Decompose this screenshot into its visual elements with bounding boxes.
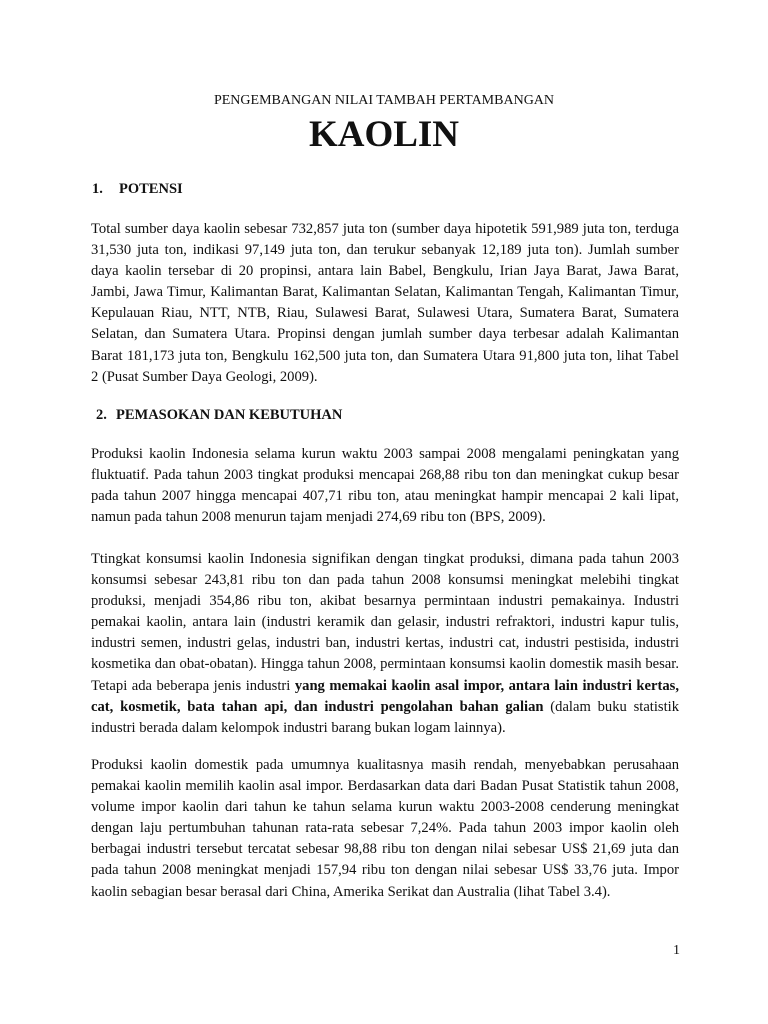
paragraph-impor: Produksi kaolin domestik pada umumnya kualitasnya masih rendah, menyebabkan perusahaan pemakai kaolin memilih kaolin asal impor. Berdasarkan data dari Badan Pusat Statistik tahun 2008, volume impor kaolin dari tahun ke tahun selama kurun waktu 2003-2008 cenderung meningkat dengan laju pertumbuhan tahunan rata-rata sebesar 7,24%. Pada tahun 2003 impor kaolin oleh berbagai industri tersebut tercatat sebesar 98,88 ribu ton dengan nilai sebesar US$ 21,69 juta dan pada tahun 2008 meningkat menjadi 157,94 ribu ton dengan nilai sebesar US$ 33,76 juta. Impor kaolin sebagian besar berasal dari China, Amerika Serikat dan Australia (lihat Tabel 3.4). — [91, 757, 679, 900]
section-heading-pemasokan — [96, 407, 342, 424]
document-title: KAOLIN — [308, 114, 460, 155]
section-title: PEMASOKAN DAN KEBUTUHAN — [116, 407, 343, 423]
paragraph-konsumsi-emphasis: yang memakai kaolin asal impor, antara lain industri kertas, cat, kosmetik, bata tahan api, dan industri pengolahan bahan galian — [91, 677, 679, 715]
section-number: 1. — [92, 181, 103, 197]
section-title: POTENSI — [119, 181, 183, 197]
section-number: 2. — [96, 407, 107, 423]
paragraph-konsumsi-text: Ttingkat konsumsi kaolin Indonesia signifikan dengan tingkat produksi, dimana pada tahun 2003 konsumsi sebesar 243,81 ribu ton dan pada tahun 2008 konsumsi meningkat melebihi tingkat produksi, menjadi 354,86 ribu ton, akibat besarnya permintaan industri pemakainya. Industri pemakai kaolin, antara lain (industri keramik dan gelasir, industri refraktori, industri kapur tulis, industri semen, industri gelas, industri ban, industri kertas, industri cat, industri pestisida, industri kosmetika dan obat-obatan). Hingga tahun 2008, permintaan konsumsi kaolin domestik masih besar. Tetapi ada beberapa jenis industri — [91, 551, 679, 694]
paragraph-potensi: Total sumber daya kaolin sebesar 732,857 juta ton (sumber daya hipotetik 591,989 juta ton, terduga 31,530 juta ton, indikasi 97,149 juta ton, dan terukur sebanyak 12,189 juta ton). Jumlah sumber daya kaolin tersebar di 20 propinsi, antara lain Babel, Bengkulu, Irian Jaya Barat, Jawa Barat, Jambi, Jawa Timur, Kalimantan Barat, Kalimantan Selatan, Kalimantan Tengah, Kalimantan Timur, Kepulauan Riau, NTT, NTB, Riau, Sulawesi Barat, Sulawesi Utara, Sumatera Barat, Sumatera Selatan, dan Sumatera Utara. Propinsi dengan jumlah sumber daya terbesar adalah Kalimantan Barat 181,173 juta ton, Bengkulu 162,500 juta ton, dan Sumatera Utara 91,800 juta ton, lihat Tabel 2 (Pusat Sumber Daya Geologi, 2009). — [91, 221, 679, 385]
document-supertitle: PENGEMBANGAN NILAI TAMBAH PERTAMBANGAN — [213, 93, 555, 108]
section-heading-potensi — [92, 181, 183, 198]
paragraph-konsumsi-text-end: (dalam buku statistik industri berada dalam kelompok industri barang bukan logam lainnya). — [91, 698, 679, 736]
page-number: 1 — [673, 943, 680, 958]
paragraph-konsumsi — [91, 549, 679, 739]
paragraph-produksi: Produksi kaolin Indonesia selama kurun waktu 2003 sampai 2008 mengalami peningkatan yang fluktuatif. Pada tahun 2003 tingkat produksi mencapai 268,88 ribu ton dan meningkat cukup besar pada tahun 2007 hingga mencapai 407,71 ribu ton, atau meningkat hampir mencapai 2 kali lipat, namun pada tahun 2008 menurun tajam menjadi 274,69 ribu ton (BPS, 2009). — [91, 446, 679, 526]
